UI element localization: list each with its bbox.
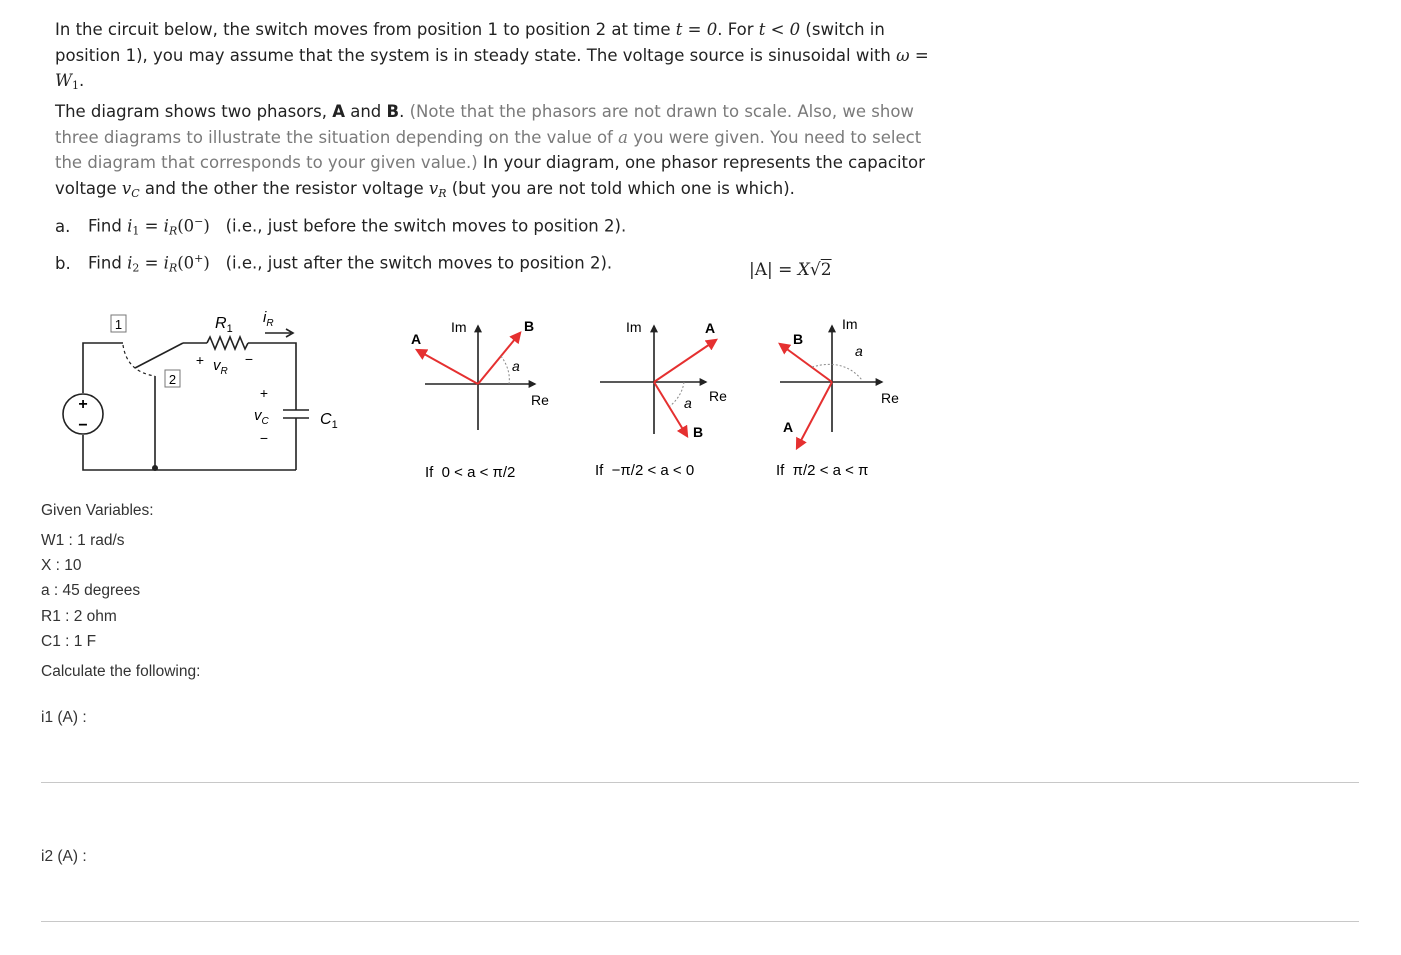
vc-sub: C bbox=[261, 416, 269, 427]
vr-sub: R bbox=[220, 366, 228, 377]
question-a-math: = i bbox=[139, 216, 169, 236]
question-a-sup: − bbox=[194, 215, 204, 228]
question-b-math: (0 bbox=[177, 253, 195, 273]
problem-paragraph-2 bbox=[55, 99, 935, 206]
question-a-math: ) bbox=[203, 216, 210, 236]
question-a bbox=[55, 215, 626, 238]
question-b-sup: + bbox=[194, 252, 204, 265]
p1-math-t0: t = 0 bbox=[675, 20, 718, 39]
r1-label bbox=[215, 315, 233, 335]
p1-text: . For bbox=[717, 20, 759, 39]
re-label: Re bbox=[881, 390, 899, 406]
question-a-math: (0 bbox=[177, 216, 195, 236]
diagram-caption: If −π/2 < a < 0 bbox=[595, 462, 695, 479]
angle-arc bbox=[670, 382, 684, 406]
i1-label: i1 (A) : bbox=[41, 709, 87, 726]
i1-answer-underline bbox=[41, 782, 1359, 783]
question-a-find: Find bbox=[88, 216, 128, 236]
phasor-b-arrow bbox=[780, 344, 832, 382]
phasor-b-label: B bbox=[693, 424, 704, 440]
phasor-b-label: B bbox=[524, 318, 535, 334]
phasor-diagram-1 bbox=[405, 312, 555, 487]
p2-note: (Note that the phasors are not drawn to scale. Also, we show three diagrams to illustrate the situation depending on the value of bbox=[55, 102, 914, 147]
source-minus: − bbox=[78, 417, 88, 434]
question-b bbox=[55, 252, 612, 275]
question-a-label: a. bbox=[55, 216, 71, 236]
question-b-math: i bbox=[127, 253, 133, 273]
circuit-diagram bbox=[55, 300, 355, 480]
r1-letter: R bbox=[215, 315, 227, 332]
magnitude-lhs: |A| = bbox=[749, 260, 798, 280]
c1-label bbox=[320, 411, 338, 431]
phasor-a-arrow bbox=[417, 350, 478, 384]
phasor-a-label: A bbox=[705, 320, 716, 336]
p1-text: In the circuit below, the switch moves from position 1 to position 2 at time bbox=[55, 20, 676, 39]
wire bbox=[83, 343, 123, 393]
im-label: Im bbox=[626, 319, 642, 335]
pos1-label: 1 bbox=[114, 317, 123, 332]
pos2-label: 2 bbox=[168, 372, 177, 387]
magnitude-formula bbox=[749, 260, 832, 280]
diagram-caption: If π/2 < a < π bbox=[776, 462, 869, 479]
given-item: X : 10 bbox=[41, 557, 82, 574]
c1-sub: 1 bbox=[331, 419, 338, 431]
ir-letter: i bbox=[263, 309, 267, 326]
question-b-find: Find bbox=[88, 253, 128, 273]
vc-label bbox=[254, 407, 270, 427]
p2-phasor-a: A bbox=[332, 102, 345, 121]
diagram-caption: If 0 < a < π/2 bbox=[425, 464, 516, 481]
given-item: C1 : 1 F bbox=[41, 633, 97, 650]
problem-paragraph-1 bbox=[55, 17, 935, 99]
wire bbox=[248, 343, 296, 410]
i2-label: i2 (A) : bbox=[41, 848, 87, 865]
vc-letter: v bbox=[254, 407, 262, 424]
p2-note-a: a bbox=[618, 127, 628, 147]
r1-sub: 1 bbox=[226, 323, 233, 335]
p1-text: (switch in position 1), you may assume that the system is in steady state. The voltage source is sinusoidal with bbox=[55, 20, 897, 65]
re-label: Re bbox=[531, 392, 549, 408]
p2-text: (but you are not told which one is which). bbox=[446, 178, 795, 198]
source-plus: + bbox=[78, 396, 88, 413]
question-b-sub: 2 bbox=[132, 261, 140, 275]
question-b-note: (i.e., just after the switch moves to position 2). bbox=[225, 253, 613, 273]
p2-vc-sub: C bbox=[131, 186, 140, 200]
phasor-a-arrow bbox=[654, 340, 716, 382]
angle-arc bbox=[501, 356, 509, 384]
angle-label: a bbox=[512, 358, 520, 374]
im-label: Im bbox=[842, 316, 858, 332]
magnitude-two: 2 bbox=[820, 260, 832, 280]
switch-junction-dot bbox=[152, 465, 158, 471]
p2-text: and the other the resistor voltage bbox=[139, 178, 429, 198]
phasor-a-arrow bbox=[797, 382, 832, 448]
phasor-diagram-3 bbox=[772, 308, 912, 488]
phasor-b-label: B bbox=[793, 331, 804, 347]
vr-minus: − bbox=[244, 351, 254, 367]
ir-label bbox=[263, 309, 274, 329]
i1-answer-input[interactable] bbox=[41, 740, 1363, 782]
question-b-math: = i bbox=[139, 253, 169, 273]
i2-answer-input[interactable] bbox=[41, 879, 1363, 921]
given-item: R1 : 2 ohm bbox=[41, 608, 117, 625]
i2-answer-underline bbox=[41, 921, 1359, 922]
p2-text: The diagram shows two phasors, bbox=[55, 102, 333, 121]
given-item: W1 : 1 rad/s bbox=[41, 532, 125, 549]
p2-text: . bbox=[399, 102, 405, 121]
magnitude-root: √ bbox=[809, 260, 821, 280]
vr-plus: + bbox=[195, 352, 205, 368]
p1-text: . bbox=[78, 71, 85, 90]
p1-math-tneg: t < 0 bbox=[758, 20, 801, 39]
c1-letter: C bbox=[320, 411, 332, 428]
re-label: Re bbox=[709, 388, 727, 404]
phasor-a-label: A bbox=[783, 419, 794, 435]
question-a-sub: 1 bbox=[132, 224, 140, 238]
im-label: Im bbox=[451, 319, 467, 335]
vc-plus: + bbox=[259, 385, 269, 401]
vr-label bbox=[213, 357, 228, 377]
vc-minus: − bbox=[259, 430, 269, 446]
p2-phasor-b: B bbox=[386, 102, 400, 121]
question-b-math: ) bbox=[203, 253, 210, 273]
phasor-diagram-2 bbox=[590, 312, 740, 487]
question-b-sub: R bbox=[168, 261, 178, 275]
vr-letter: v bbox=[213, 357, 221, 374]
resistor-zigzag bbox=[207, 337, 248, 349]
p2-vr-sub: R bbox=[438, 186, 447, 200]
p2-text: In your diagram, one phasor represents the capacitor voltage bbox=[55, 153, 925, 198]
calculate-heading: Calculate the following: bbox=[41, 663, 201, 680]
p1-math-sub: 1 bbox=[71, 79, 79, 92]
p2-text: and bbox=[344, 102, 387, 121]
given-item: a : 45 degrees bbox=[41, 582, 141, 599]
angle-label: a bbox=[684, 395, 692, 411]
question-a-math: i bbox=[127, 216, 133, 236]
magnitude-x: X bbox=[797, 260, 810, 280]
angle-label: a bbox=[855, 343, 863, 359]
question-a-note: (i.e., just before the switch moves to position 2). bbox=[225, 216, 627, 236]
p2-note: you were given. You need to select the diagram that corresponds to your given value.) bbox=[55, 127, 922, 172]
question-b-label: b. bbox=[55, 253, 71, 273]
given-heading: Given Variables: bbox=[41, 502, 154, 519]
ir-sub: R bbox=[266, 318, 274, 329]
switch-blade bbox=[135, 343, 183, 368]
question-a-sub: R bbox=[168, 224, 178, 238]
p1-math-omega: ω = W bbox=[55, 45, 929, 90]
p2-vc: v bbox=[121, 178, 132, 198]
p2-vr: v bbox=[428, 178, 439, 198]
phasor-a-label: A bbox=[411, 331, 422, 347]
